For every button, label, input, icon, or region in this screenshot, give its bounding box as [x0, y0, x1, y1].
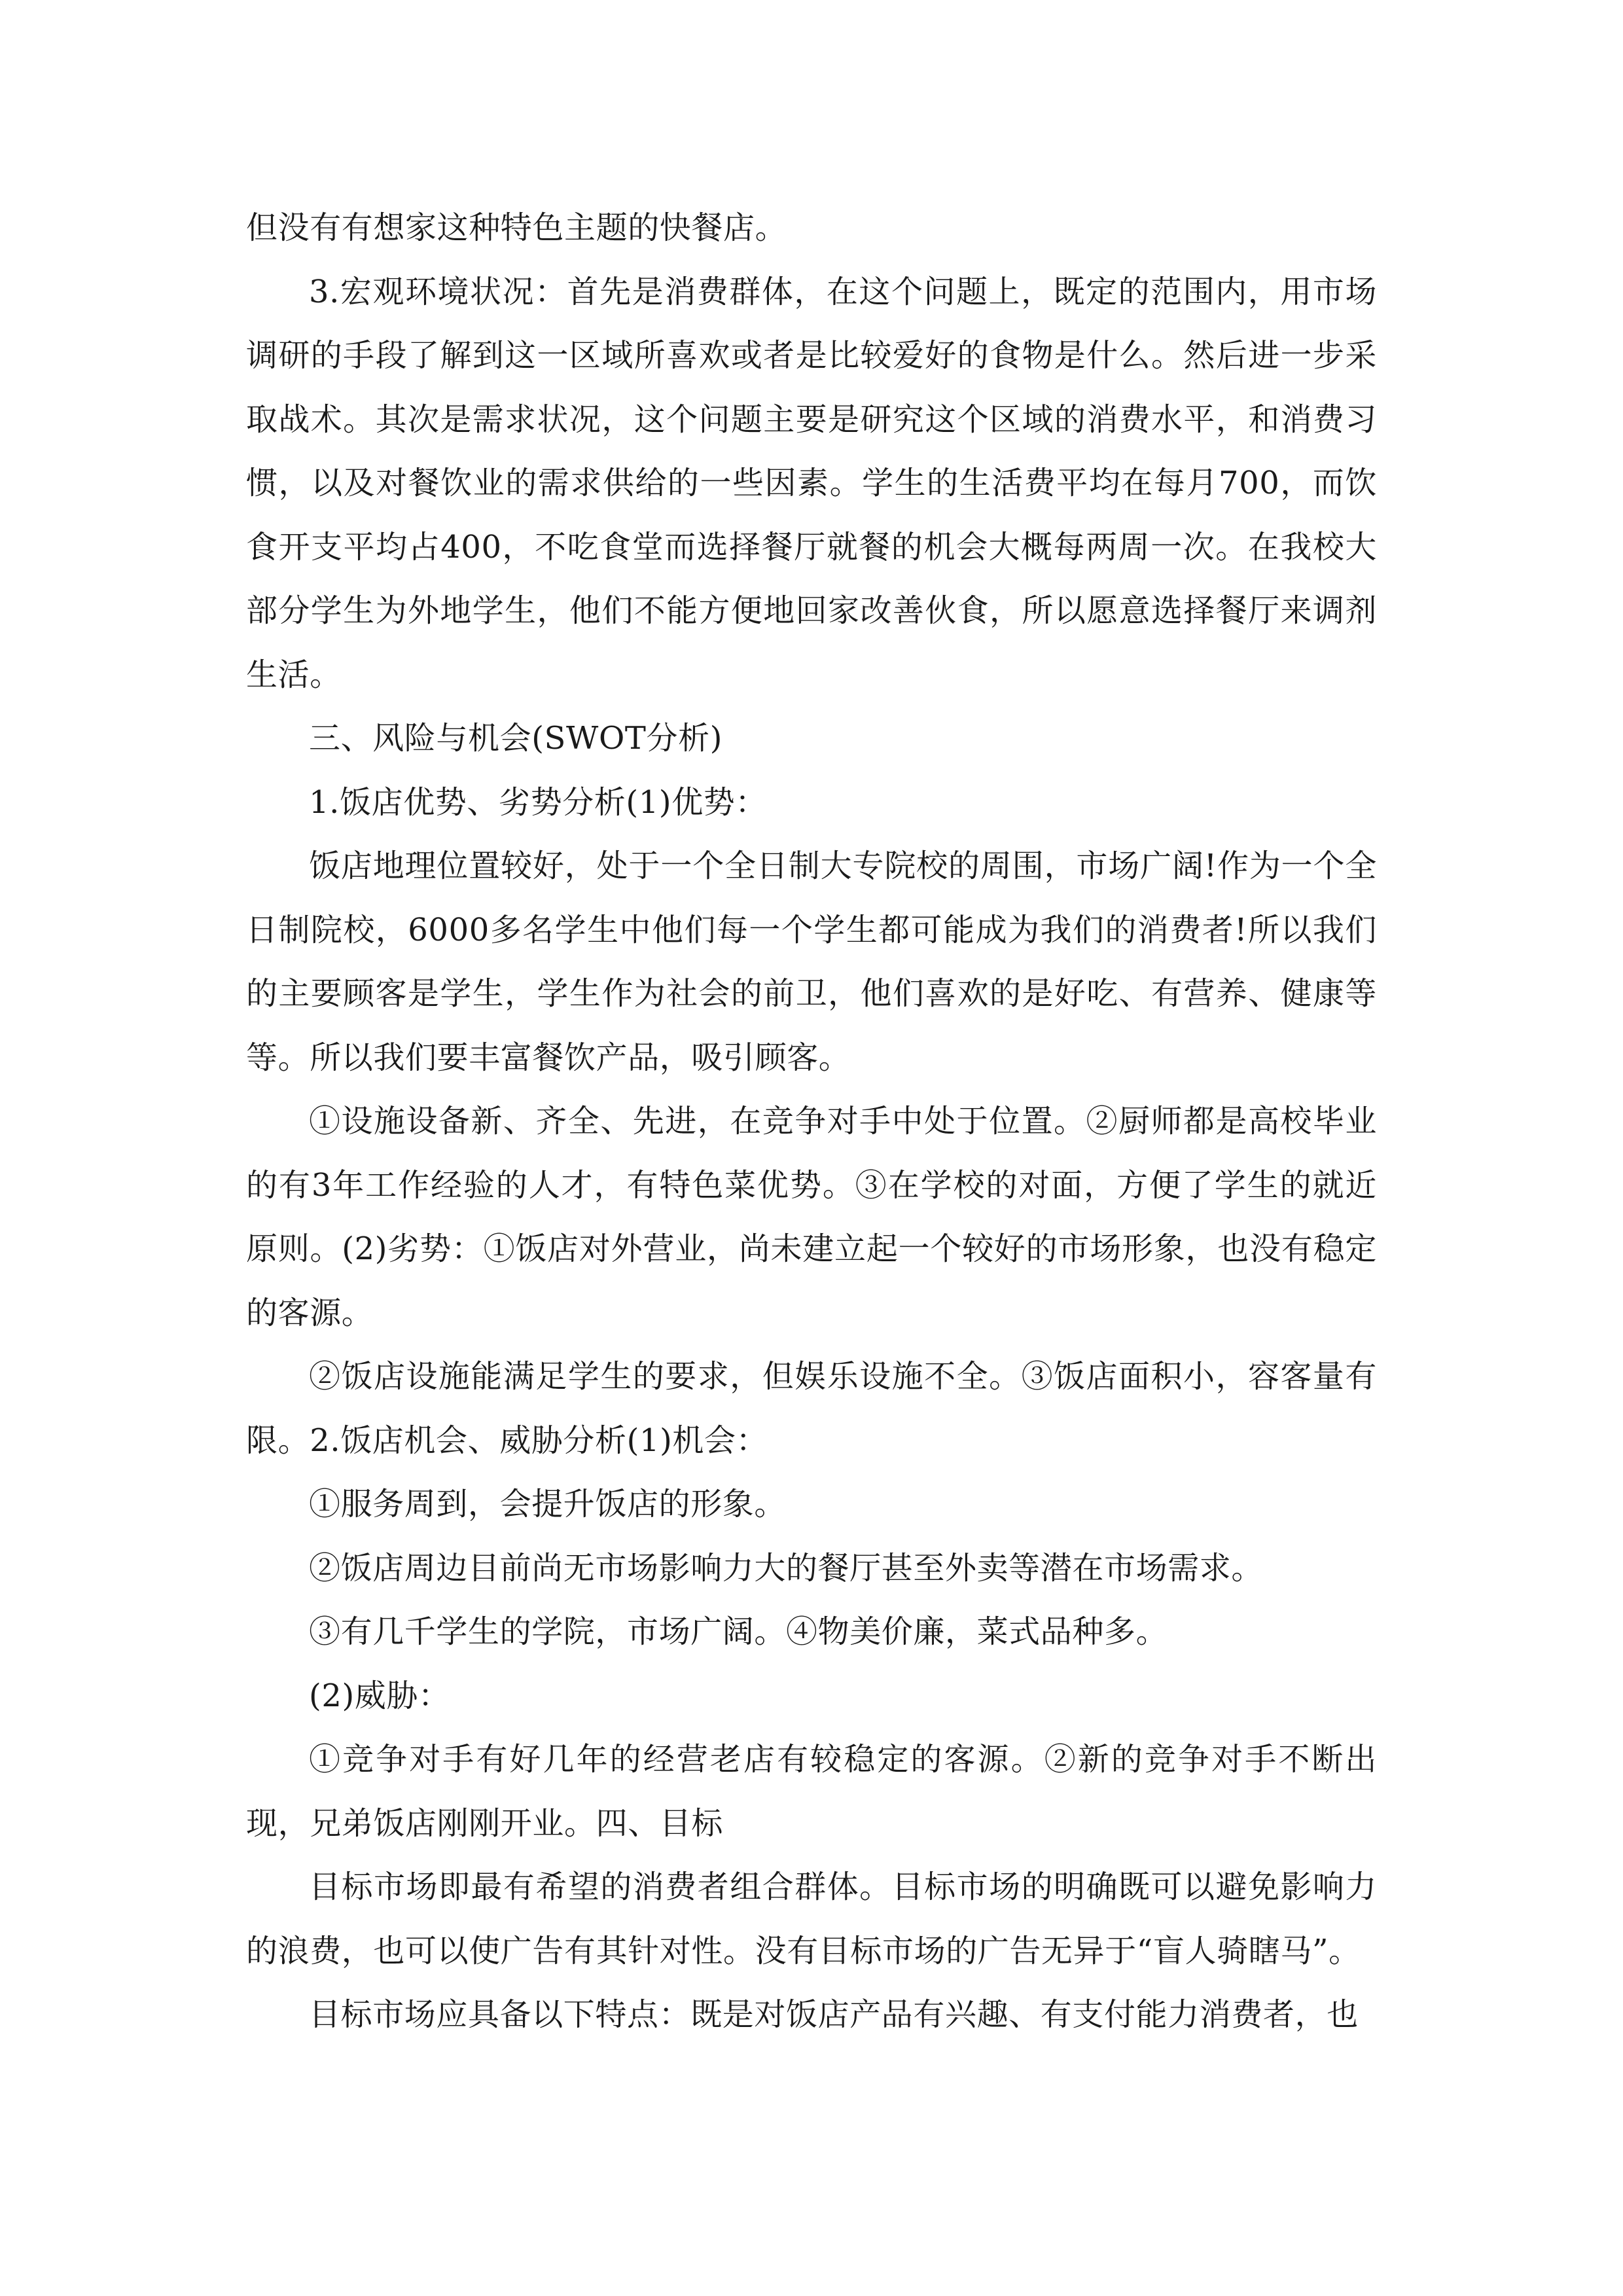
body-text: [246, 196, 1377, 2047]
paragraph: ③有几千学生的学院，市场广阔。④物美价廉，菜式品种多。: [309, 1613, 1168, 1650]
paragraph: 但没有有想家这种特色主题的快餐店。: [246, 209, 787, 246]
subsection-heading: 1.饭店优势、劣势分析(1)优势：: [309, 783, 767, 821]
paragraph: ②饭店设施能满足学生的要求，但娱乐设施不全。③饭店面积小，容客量有限。2.饭店机会、威胁分析(1)机会：: [246, 1358, 1377, 1459]
section-heading: 三、风险与机会(SWOT分析): [309, 720, 723, 757]
subsection-heading: (2)威胁：: [309, 1677, 450, 1714]
paragraph: 目标市场应具备以下特点：既是对饭店产品有兴趣、有支付能力消费者，也: [309, 1996, 1359, 2033]
paragraph: ①竞争对手有好几年的经营老店有较稳定的客源。②新的竞争对手不断出现，兄弟饭店刚刚开业。四、目标: [246, 1741, 1377, 1842]
paragraph: ①服务周到，会提升饭店的形象。: [309, 1486, 787, 1522]
paragraph: 3.宏观环境状况：首先是消费群体，在这个问题上，既定的范围内，用市场调研的手段了解到这一区域所喜欢或者是比较爱好的食物是什么。然后进一步采取战术。其次是需求状况，这个问题主要是研究这个区域的消费水平，和消费习惯，以及对餐饮业的需求供给的一些因素。学生的生活费平均在每月700，而饮食开支平均占400，不吃食堂而选择餐厅就餐的机会大概每两周一次。在我校大部分学生为外地学生，他们不能方便地回家改善伙食，所以愿意选择餐厅来调剂生活。: [246, 273, 1377, 693]
paragraph: ②饭店周边目前尚无市场影响力大的餐厅甚至外卖等潜在市场需求。: [309, 1549, 1264, 1587]
paragraph: ①设施设备新、齐全、先进，在竞争对手中处于位置。②厨师都是高校毕业的有3年工作经验的人才，有特色菜优势。③在学校的对面，方便了学生的就近原则。(2)劣势：①饭店对外营业，尚未建立起一个较好的市场形象，也没有稳定的客源。: [246, 1103, 1377, 1331]
paragraph: 饭店地理位置较好，处于一个全日制大专院校的周围，市场广阔!作为一个全日制院校，6000多名学生中他们每一个学生都可能成为我们的消费者!所以我们的主要顾客是学生，学生作为社会的前卫，他们喜欢的是好吃、有营养、健康等等。所以我们要丰富餐饮产品，吸引顾客。: [246, 848, 1377, 1076]
paragraph: 目标市场即最有希望的消费者组合群体。目标市场的明确既可以避免影响力的浪费，也可以使广告有其针对性。没有目标市场的广告无异于“盲人骑瞎马”。: [246, 1869, 1377, 1969]
